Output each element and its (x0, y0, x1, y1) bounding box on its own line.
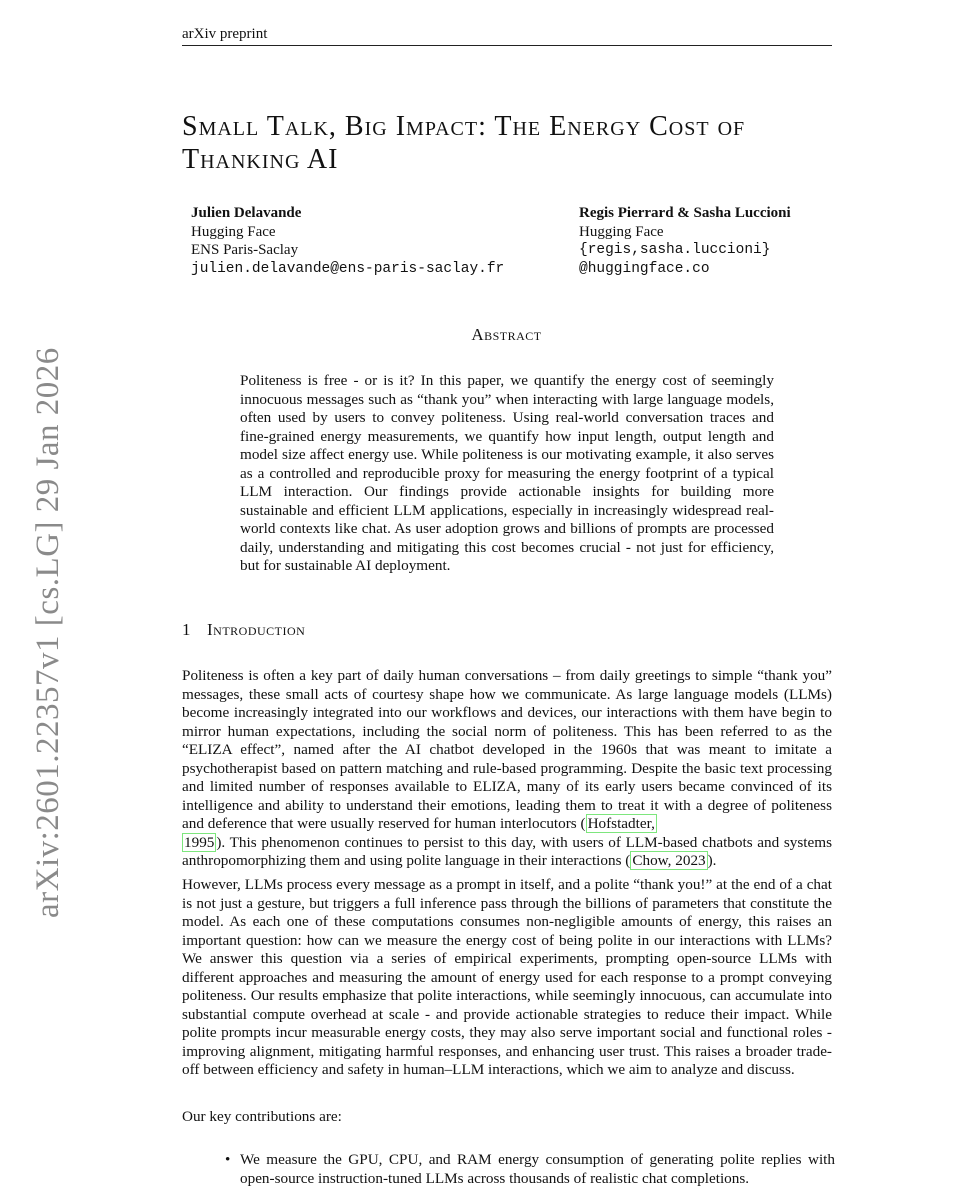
intro-paragraph-1 (182, 667, 832, 871)
citation-year: 1995 (184, 833, 215, 851)
bullet-icon: • (225, 1151, 231, 1168)
intro-paragraph-3: Our key contributions are: (182, 1108, 342, 1125)
author-affiliation: Hugging Face (579, 223, 664, 240)
citation-year: 2023 (675, 852, 706, 869)
intro-paragraph-2: However, LLMs process every message as a prompt in itself, and a polite “thank you!” at the end of a chat is not just a gesture, but triggers a full inference pass through the billions of parameters that constitute the model. As each one of these computations consumes non-negligible amounts of energy, this raises an important question: how can we measure the energy cost of being polite in our interactions with LLMs? We answer this question via a series of empirical experiments, prompting open-source LLMs with different approaches and measuring the amount of energy used for each response to a prompt conveying politeness. Our results emphasize that polite interactions, while seemingly innocuous, can accumulate into substantial compute overhead at scale - and provide actionable strategies to reduce their impact. While polite prompts incur measurable energy costs, they may also serve important social and functional roles - improving alignment, mitigating harmful responses, and enhancing user trust. This raises a broader trade-off between efficiency and safety in human–LLM interactions, which we aim to analyze and discuss. (182, 876, 832, 1078)
paragraph-text: Politeness is often a key part of daily human conversations – from daily greetings to simple “thank you” messages, these small acts of courtesy shape how we communicate. As large language models (LLMs) become increasingly integrated into our workflows and devices, our interactions with them have begin to mirror human expectations, including the social norm of politeness. This has been referred to as the “ELIZA effect”, named after the AI chatbot developed in the 1960s that was meant to imitate a psychotherapist based on pattern matching and rule-based programming. Despite the basic text processing and limited number of responses available to ELIZA, many of its early users became convinced of its intelligence and ability to understand their emotions, leading them to treat it with a degree of politeness and deference that were usually reserved for human interlocutors ( (182, 667, 832, 832)
title-line-2: Thanking AI (182, 144, 339, 175)
paragraph-text: ). This phenomenon continues to persist to this day, with users of LLM-based chatbots and systems anthropomorphizing them and using polite language in their interactions ( (182, 833, 832, 869)
citation-author: Chow (632, 852, 668, 869)
author-block-2 (579, 204, 791, 278)
author-email: {regis,sasha.luccioni} (579, 242, 771, 258)
list-item (225, 1151, 835, 1188)
author-email-domain: @huggingface.co (579, 260, 710, 277)
running-head: arXiv preprint (182, 26, 268, 42)
citation-separator: , (651, 815, 655, 832)
citation-link[interactable] (586, 814, 657, 833)
title-line-1: Small Talk, Big Impact: The Energy Cost of (182, 111, 746, 142)
author-name: Julien Delavande (191, 205, 302, 221)
author-affiliation: ENS Paris-Saclay (191, 242, 299, 258)
citation-link[interactable] (182, 833, 216, 852)
citation-separator: , (667, 852, 676, 869)
author-affiliation: Hugging Face (191, 223, 276, 240)
arxiv-identifier: arXiv:2601.22357v1 [cs.LG] 29 Jan 2026 (30, 347, 66, 918)
section-title: Introduction (207, 620, 306, 639)
section-number: 1 (182, 620, 191, 639)
list-item-text: We measure the GPU, CPU, and RAM energy consumption of generating polite replies with open-source instruction-tuned LLMs across thousands of realistic chat completions. (240, 1151, 835, 1187)
citation-author: Hofstadter (587, 815, 652, 832)
citation-link[interactable] (630, 851, 707, 870)
header-rule (182, 45, 832, 46)
section-heading (182, 620, 305, 640)
abstract-text: Politeness is free - or is it? In this paper, we quantify the energy cost of seemingly innocuous messages such as “thank you” when interacting with large language models, often used by users to convey politeness. Using real-world conversation traces and fine-grained energy measurements, we quantify how input length, output length and model size affect energy use. While politeness is our motivating example, it also serves as a controlled and reproducible proxy for measuring the energy footprint of a typical LLM interaction. Our findings provide actionable insights for building more sustainable and efficient LLM applications, especially in increasingly widespread real-world contexts like chat. As user adoption grows and billions of prompts are processed daily, understanding and mitigating this cost becomes crucial - not just for efficiency, but for sustainable AI deployment. (240, 372, 774, 574)
author-email: julien.delavande@ens-paris-saclay.fr (191, 260, 505, 277)
paragraph-text: ). (707, 852, 717, 869)
abstract-heading: Abstract (471, 325, 542, 344)
paper-title (182, 110, 842, 176)
author-name: Regis Pierrard & Sasha Luccioni (579, 205, 791, 221)
author-block-1 (191, 204, 504, 278)
